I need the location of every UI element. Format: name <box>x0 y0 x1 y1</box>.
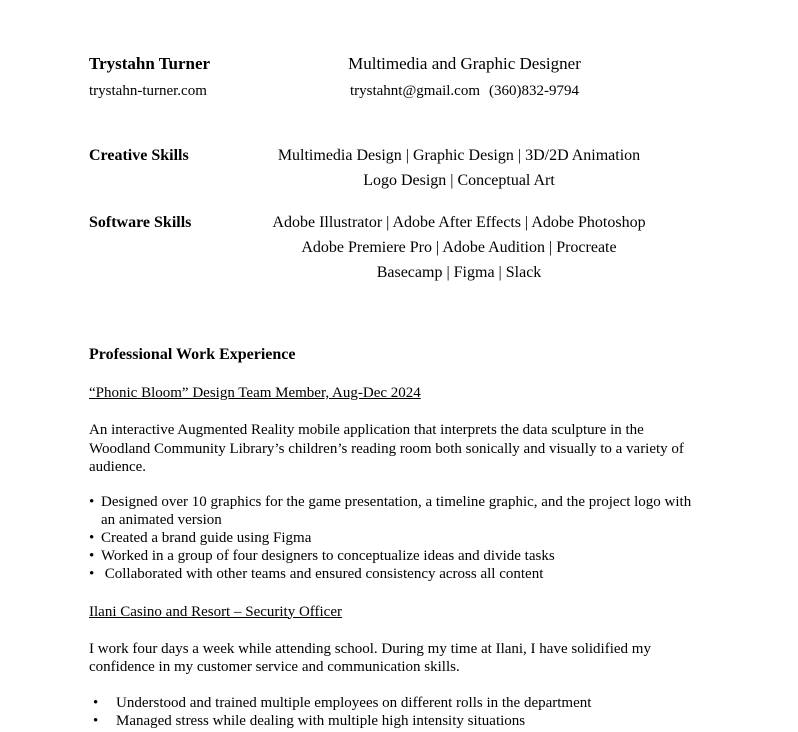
list-item <box>89 565 699 583</box>
job-title-phonic-bloom: “Phonic Bloom” Design Team Member, Aug-Dec 2024 <box>89 385 421 401</box>
creative-skills-line: Multimedia Design | Graphic Design | 3D/2D Animation <box>277 147 641 164</box>
website-text: trystahn-turner.com <box>89 83 207 99</box>
bullet-text: Designed over 10 graphics for the game presentation, a timeline graphic, and the project logo with an animated version <box>101 493 695 528</box>
job-bullet-list <box>89 493 699 583</box>
bullet-icon: • <box>93 712 99 729</box>
bullet-icon: • <box>93 694 99 711</box>
experience-section-heading: Professional Work Experience <box>89 346 296 363</box>
creative-skills-row <box>89 143 699 193</box>
header-row-2 <box>89 78 699 105</box>
software-skills-list <box>219 210 699 285</box>
person-title: Multimedia and Graphic Designer <box>348 54 581 73</box>
creative-skills-list <box>219 143 699 193</box>
bullet-text: Managed stress while dealing with multiple high intensity situations <box>116 712 526 729</box>
bullet-text: Worked in a group of four designers to conceptualize ideas and divide tasks <box>101 547 555 564</box>
bullet-icon: • <box>89 547 95 564</box>
software-skills-line: Basecamp | Figma | Slack <box>376 264 542 281</box>
list-item <box>89 712 699 730</box>
bullet-icon: • <box>89 565 95 582</box>
bullet-icon: • <box>89 493 95 510</box>
person-name: Trystahn Turner <box>89 54 211 73</box>
list-item <box>89 547 699 565</box>
job-bullet-list <box>89 694 699 730</box>
creative-skills-line: Logo Design | Conceptual Art <box>363 172 555 189</box>
contact-line <box>230 78 699 105</box>
bullet-text: Collaborated with other teams and ensured consistency across all content <box>101 565 544 582</box>
email-text: trystahnt@gmail.com <box>349 83 481 99</box>
bullet-text: Created a brand guide using Figma <box>101 529 312 546</box>
software-skills-line: Adobe Premiere Pro | Adobe Audition | Procreate <box>301 239 617 256</box>
job-description: I work four days a week while attending school. During my time at Ilani, I have solidified my confidence in my customer service and communication skills. <box>89 640 651 675</box>
bullet-icon: • <box>89 529 95 546</box>
job-description: An interactive Augmented Reality mobile application that interprets the data sculpture in the Woodland Community Library’s children’s reading room both sonically and visually to a variety of audience. <box>89 422 684 475</box>
list-item <box>89 694 699 712</box>
list-item <box>89 493 699 529</box>
creative-skills-label: Creative Skills <box>89 147 189 164</box>
header-row-1 <box>89 50 699 78</box>
phone-text: (360)832-9794 <box>489 83 580 99</box>
job-title-ilani: Ilani Casino and Resort – Security Officer <box>89 603 342 620</box>
software-skills-row <box>89 210 699 285</box>
list-item <box>89 529 699 547</box>
software-skills-line: Adobe Illustrator | Adobe After Effects | Adobe Photoshop <box>272 214 646 231</box>
software-skills-label: Software Skills <box>89 214 192 231</box>
bullet-text: Understood and trained multiple employees on different rolls in the department <box>116 694 592 711</box>
